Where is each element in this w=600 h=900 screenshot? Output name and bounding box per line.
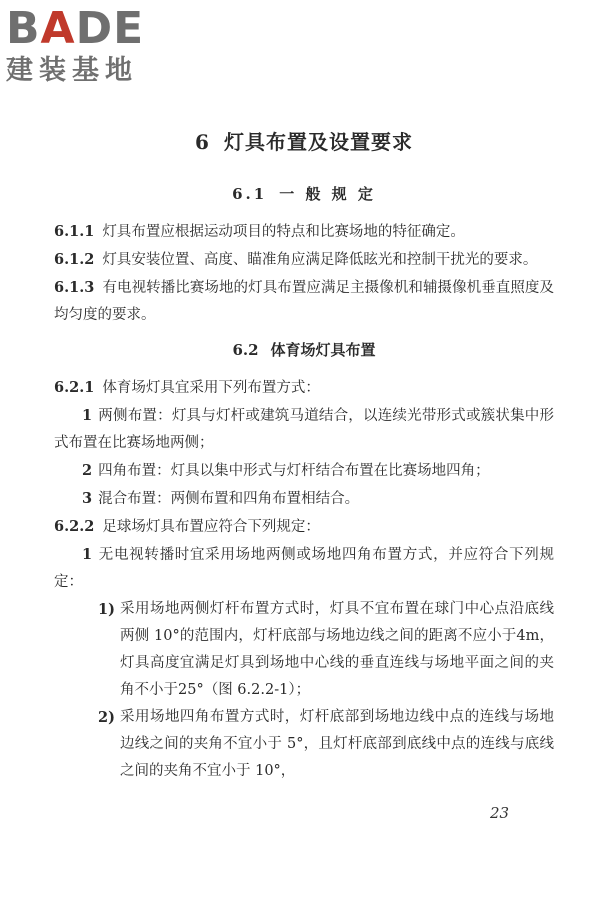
clause-number: 6.1.3 bbox=[54, 279, 95, 296]
section-title-6-1 bbox=[54, 183, 554, 204]
clause-text: 体育场灯具宜采用下列布置方式： bbox=[102, 380, 320, 396]
chapter-title bbox=[54, 126, 554, 155]
sub-item-text: 采用场地四角布置方式时，灯杆底部到场地边线中点的连线与场地边线之间的夹角不宜小于 5°，且灯杆底部到底线中点的连线与底线之间的夹角不宜小于 10°， bbox=[120, 709, 554, 779]
item-number: 1 bbox=[82, 407, 93, 424]
sub-list-item bbox=[54, 596, 554, 704]
clause-text: 灯具布置应根据运动项目的特点和比赛场地的特征确定。 bbox=[102, 224, 465, 240]
list-item bbox=[54, 541, 554, 596]
list-item bbox=[54, 402, 554, 457]
clause-text: 足球场灯具布置应符合下列规定： bbox=[102, 519, 320, 535]
clause-6-1-2 bbox=[54, 246, 554, 274]
section-title-text: 一 般 规 定 bbox=[279, 185, 376, 203]
clause-text: 有电视转播比赛场地的灯具布置应满足主摄像机和辅摄像机垂直照度及均匀度的要求。 bbox=[54, 280, 554, 323]
section-title-6-2 bbox=[54, 339, 554, 360]
clause-number: 6.2.2 bbox=[54, 518, 95, 535]
clause-6-1-3 bbox=[54, 274, 554, 329]
item-number: 1 bbox=[82, 546, 93, 563]
page-number: 23 bbox=[490, 804, 510, 822]
document-page bbox=[54, 126, 554, 785]
sub-list-item bbox=[54, 704, 554, 785]
section-number: 6.2 bbox=[232, 341, 259, 359]
sub-item-number: 1) bbox=[98, 601, 115, 618]
section-title-text: 体育场灯具布置 bbox=[270, 341, 376, 359]
logo-wordmark: BADE bbox=[6, 3, 145, 54]
clause-number: 6.1.2 bbox=[54, 251, 95, 268]
sub-item-text: 采用场地两侧灯杆布置方式时，灯具不宜布置在球门中心点沿底线两侧 10°的范围内，灯杆底部与场地边线之间的距离不应小于4m，灯具高度宜满足灯具到场地中心线的垂直连线与场地平面之间的夹角不小于25°（图 6.2.2-1）； bbox=[120, 601, 554, 698]
logo-subtitle: 建装基地 bbox=[6, 55, 138, 86]
clause-text: 灯具安装位置、高度、瞄准角应满足降低眩光和控制干扰光的要求。 bbox=[102, 252, 538, 268]
list-item bbox=[54, 457, 554, 485]
item-text: 四角布置：灯具以集中形式与灯杆结合布置在比赛场地四角； bbox=[98, 463, 490, 479]
item-text: 混合布置：两侧布置和四角布置相结合。 bbox=[98, 491, 360, 507]
chapter-number: 6 bbox=[195, 130, 210, 154]
item-number: 3 bbox=[82, 490, 93, 507]
bade-logo bbox=[6, 4, 181, 86]
sub-item-number: 2) bbox=[98, 709, 115, 726]
section-number: 6.1 bbox=[232, 185, 268, 203]
chapter-title-text: 灯具布置及设置要求 bbox=[223, 130, 413, 154]
item-text: 无电视转播时宜采用场地两侧或场地四角布置方式，并应符合下列规定： bbox=[54, 547, 554, 590]
clause-6-1-1 bbox=[54, 218, 554, 246]
clause-number: 6.2.1 bbox=[54, 379, 95, 396]
clause-number: 6.1.1 bbox=[54, 223, 95, 240]
clause-6-2-1 bbox=[54, 374, 554, 402]
clause-6-2-2 bbox=[54, 513, 554, 541]
list-item bbox=[54, 485, 554, 513]
logo-accent-letter: A bbox=[40, 3, 76, 54]
item-number: 2 bbox=[82, 462, 93, 479]
item-text: 两侧布置：灯具与灯杆或建筑马道结合，以连续光带形式或簇状集中形式布置在比赛场地两侧； bbox=[54, 408, 554, 451]
